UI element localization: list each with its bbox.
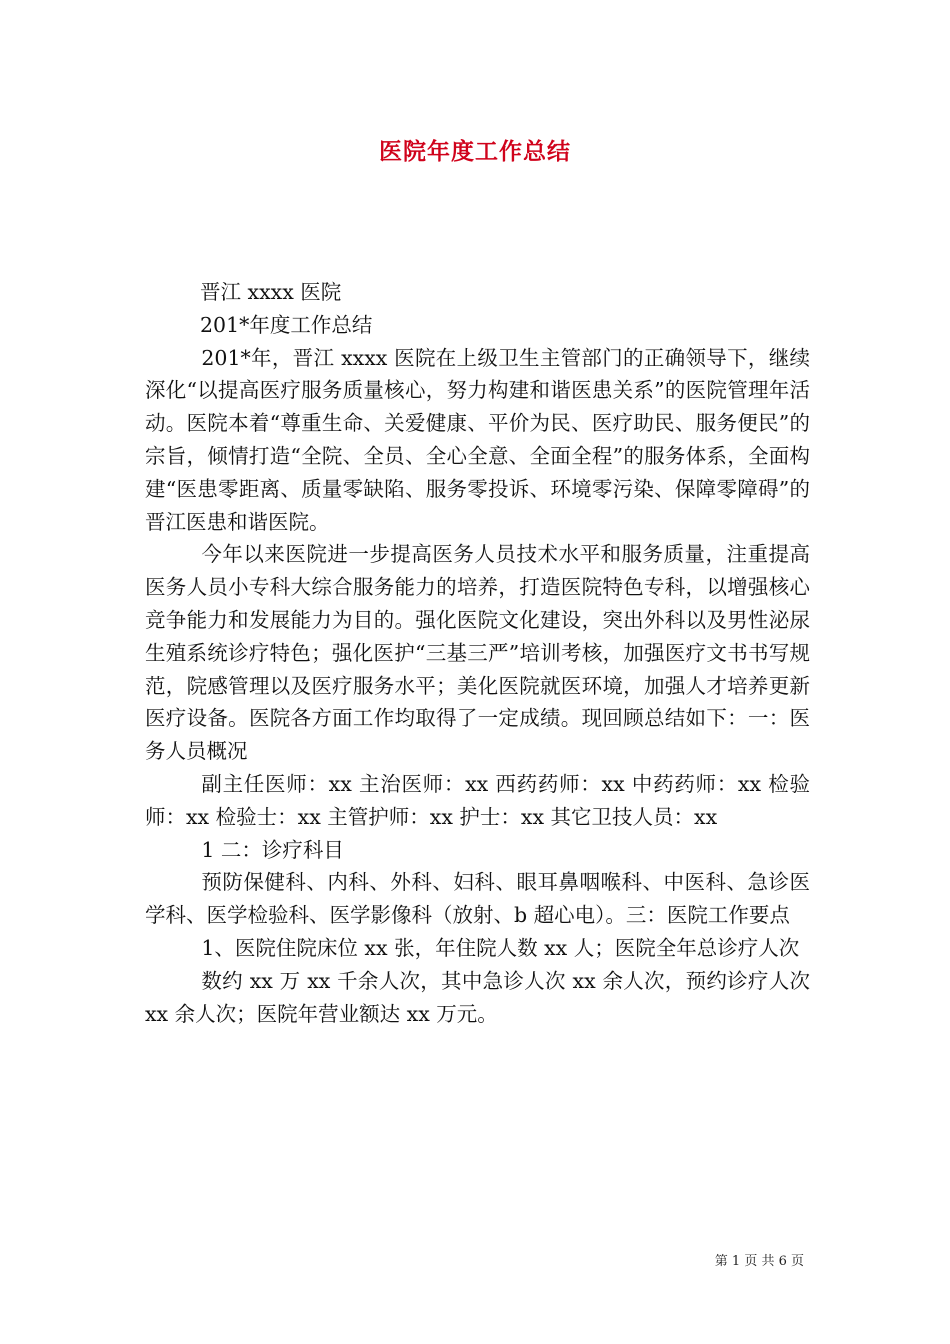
heading-report-name: 201*年度工作总结 [200,312,373,337]
paragraph-section-two: 1 二：诊疗科目 [201,837,344,862]
page-number: 第 1 页 共 6 页 [714,1254,804,1269]
paragraph-staff: 副主任医师：xx 主治医师：xx 西药药师：xx 中药药师：xx 检验师：xx 检验士：xx 主管护师：xx 护士：xx 其它卫技人员：xx [145,771,810,829]
document-body [145,276,810,1030]
paragraph-overview: 今年以来医院进一步提高医务人员技术水平和服务质量，注重提高医务人员小专科大综合服务能力的培养，打造医院特色专科，以增强核心竞争能力和发展能力为目的。强化医院文化建设，突出外科以及男性泌尿生殖系统诊疗特色；强化医护“三基三严”培训考核，加强医疗文书书写规范，院感管理以及医疗服务水平；美化医院就医环境，加强人才培养更新医疗设备。医院各方面工作均取得了一定成绩。现回顾总结如下：一：医务人员概况 [145,542,810,764]
document-title: 医院年度工作总结 [379,138,571,165]
paragraph-intro: 201*年，晋江 xxxx 医院在上级卫生主管部门的正确领导下，继续深化“以提高医疗服务质量核心，努力构建和谐医患关系”的医院管理年活动。医院本着“尊重生命、关爱健康、平价为民、医疗助民、服务便民”的宗旨，倾情打造“全院、全员、全心全意、全面全程”的服务体系，全面构建“医患零距离、质量零缺陷、服务零投诉、环境零污染、保障零障碍”的晋江医患和谐医院。 [145,345,810,534]
heading-hospital-name: 晋江 xxxx 医院 [200,280,342,304]
paragraph-point-one: 1、医院住院床位 xx 张，年住院人数 xx 人；医院全年总诊疗人次 [201,935,800,960]
paragraph-statistics: 数约 xx 万 xx 千余人次，其中急诊人次 xx 余人次，预约诊疗人次 xx 余人次；医院年营业额达 xx 万元。 [145,968,810,1026]
paragraph-departments: 预防保健科、内科、外科、妇科、眼耳鼻咽喉科、中医科、急诊医学科、医学检验科、医学影像科（放射、b 超心电）。三：医院工作要点 [145,870,810,928]
